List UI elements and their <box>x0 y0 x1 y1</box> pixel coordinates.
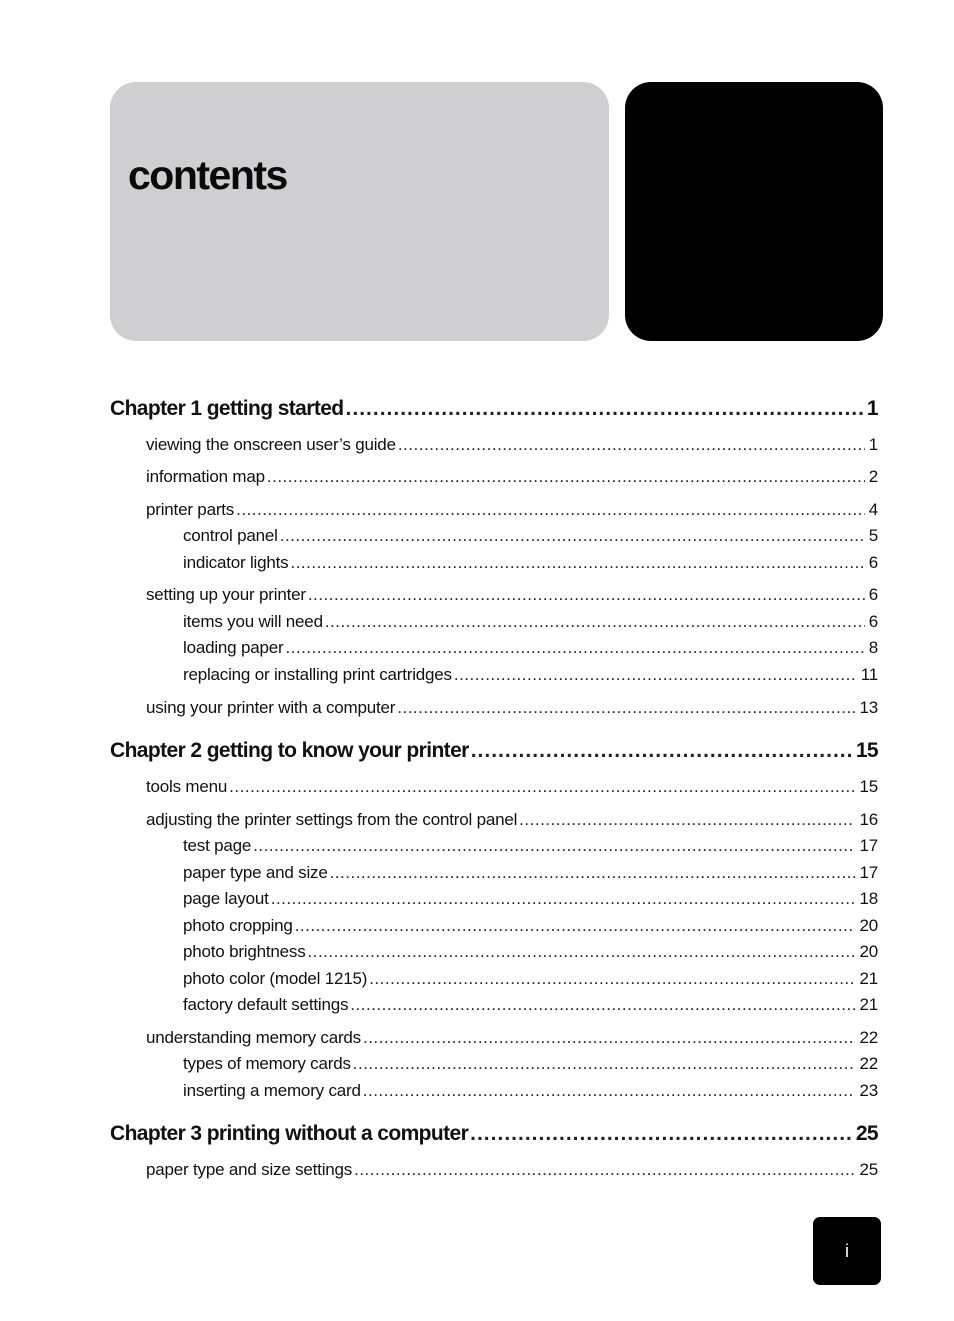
toc-leader-dots <box>398 435 865 455</box>
page-number-badge <box>813 1217 881 1285</box>
toc-entry-page: 6 <box>868 553 878 572</box>
toc-leader-dots <box>519 810 855 830</box>
toc-entry-title: printer parts <box>146 500 235 519</box>
toc-entry-page: 2 <box>868 467 878 486</box>
toc-entry[interactable] <box>183 553 878 573</box>
toc-entry-page: 4 <box>868 500 878 519</box>
toc-leader-dots <box>280 526 865 546</box>
toc-entry[interactable] <box>146 810 878 830</box>
toc-entry-title: Chapter 3 printing without a computer <box>110 1122 469 1145</box>
toc-entry[interactable] <box>146 585 878 605</box>
contents-header-panel <box>110 82 609 341</box>
toc-leader-dots <box>350 995 855 1015</box>
toc-entry-title: replacing or installing print cartridges <box>183 665 452 684</box>
toc-entry-page: 18 <box>859 889 878 908</box>
toc-leader-dots <box>353 1054 856 1074</box>
toc-leader-dots <box>229 777 855 797</box>
toc-entry-title: tools menu <box>146 777 228 796</box>
toc-entry-page: 11 <box>860 665 878 684</box>
toc-entry-page: 21 <box>859 995 878 1014</box>
toc-entry[interactable] <box>183 969 878 989</box>
toc-entry[interactable] <box>183 612 878 632</box>
toc-entry-title: using your printer with a computer <box>146 698 396 717</box>
toc-entry-title: loading paper <box>183 638 284 657</box>
toc-entry[interactable] <box>183 665 878 685</box>
page-title: contents <box>128 152 287 198</box>
toc-leader-dots <box>290 553 864 573</box>
toc-leader-dots <box>308 585 865 605</box>
toc-entry-title: test page <box>183 836 252 855</box>
toc-leader-dots <box>397 698 855 718</box>
toc-entry-page: 17 <box>859 863 878 882</box>
toc-entry-title: photo cropping <box>183 916 293 935</box>
toc-entry[interactable] <box>146 698 878 718</box>
toc-entry-title: photo color (model 1215) <box>183 969 368 988</box>
toc-entry-page: 15 <box>855 739 878 762</box>
toc-entry-page: 17 <box>859 836 878 855</box>
toc-entry[interactable] <box>183 1054 878 1074</box>
toc-leader-dots <box>470 1122 852 1146</box>
toc-entry[interactable] <box>183 1081 878 1101</box>
toc-entry-title: control panel <box>183 526 278 545</box>
toc-leader-dots <box>454 665 857 685</box>
toc-leader-dots <box>271 889 856 909</box>
toc-entry-title: items you will need <box>183 612 323 631</box>
toc-entry-title: page layout <box>183 889 269 908</box>
toc-entry-title: indicator lights <box>183 553 289 572</box>
toc-entry-page: 20 <box>859 916 878 935</box>
toc-entry-page: 25 <box>855 1122 878 1145</box>
toc-entry-title: Chapter 2 getting to know your printer <box>110 739 469 762</box>
toc-leader-dots <box>295 916 856 936</box>
toc-chapter-entry[interactable] <box>110 739 878 763</box>
toc-entry-title: Chapter 1 getting started <box>110 397 344 420</box>
toc-entry-page: 6 <box>868 612 878 631</box>
toc-entry[interactable] <box>183 863 878 883</box>
toc-entry-page: 22 <box>859 1054 878 1073</box>
toc-leader-dots <box>369 969 855 989</box>
toc-entry-page: 23 <box>859 1081 878 1100</box>
toc-leader-dots <box>308 942 856 962</box>
toc-entry-page: 25 <box>859 1160 878 1179</box>
decorative-black-panel <box>625 82 883 341</box>
toc-leader-dots <box>363 1028 856 1048</box>
toc-entry[interactable] <box>146 467 878 487</box>
toc-entry[interactable] <box>183 526 878 546</box>
toc-entry-page: 1 <box>866 397 878 420</box>
toc-entry[interactable] <box>146 1028 878 1048</box>
toc-chapter-entry[interactable] <box>110 1122 878 1146</box>
toc-entry-title: paper type and size <box>183 863 328 882</box>
toc-entry-page: 22 <box>859 1028 878 1047</box>
toc-entry-page: 5 <box>868 526 878 545</box>
toc-entry[interactable] <box>146 435 878 455</box>
toc-entry[interactable] <box>183 889 878 909</box>
toc-leader-dots <box>346 397 863 421</box>
toc-entry[interactable] <box>146 1160 878 1180</box>
toc-entry-title: types of memory cards <box>183 1054 351 1073</box>
toc-leader-dots <box>253 836 855 856</box>
toc-chapter-entry[interactable] <box>110 397 878 421</box>
toc-entry-title: paper type and size settings <box>146 1160 353 1179</box>
toc-leader-dots <box>330 863 856 883</box>
toc-entry-title: inserting a memory card <box>183 1081 361 1100</box>
toc-entry-page: 1 <box>868 435 878 454</box>
toc-entry-page: 8 <box>868 638 878 657</box>
toc-entry-page: 20 <box>859 942 878 961</box>
toc-leader-dots <box>285 638 864 658</box>
toc-entry-page: 15 <box>859 777 878 796</box>
toc-entry-title: viewing the onscreen user’s guide <box>146 435 396 454</box>
toc-entry-title: photo brightness <box>183 942 306 961</box>
toc-entry[interactable] <box>183 995 878 1015</box>
toc-leader-dots <box>325 612 865 632</box>
toc-entry-title: setting up your printer <box>146 585 306 604</box>
toc-leader-dots <box>471 739 852 763</box>
toc-entry[interactable] <box>146 777 878 797</box>
toc-entry-title: information map <box>146 467 265 486</box>
toc-entry-title: factory default settings <box>183 995 349 1014</box>
toc-entry[interactable] <box>183 836 878 856</box>
toc-entry[interactable] <box>183 916 878 936</box>
toc-entry-page: 16 <box>859 810 878 829</box>
toc-entry[interactable] <box>146 500 878 520</box>
toc-entry[interactable] <box>183 942 878 962</box>
page-number: i <box>845 1240 849 1261</box>
toc-leader-dots <box>363 1081 856 1101</box>
toc-leader-dots <box>236 500 865 520</box>
toc-entry-page: 6 <box>868 585 878 604</box>
toc-entry-title: adjusting the printer settings from the control panel <box>146 810 518 829</box>
toc-leader-dots <box>267 467 865 487</box>
toc-leader-dots <box>354 1160 855 1180</box>
toc-entry-title: understanding memory cards <box>146 1028 361 1047</box>
toc-entry[interactable] <box>183 638 878 658</box>
toc-entry-page: 13 <box>859 698 878 717</box>
toc-entry-page: 21 <box>859 969 878 988</box>
